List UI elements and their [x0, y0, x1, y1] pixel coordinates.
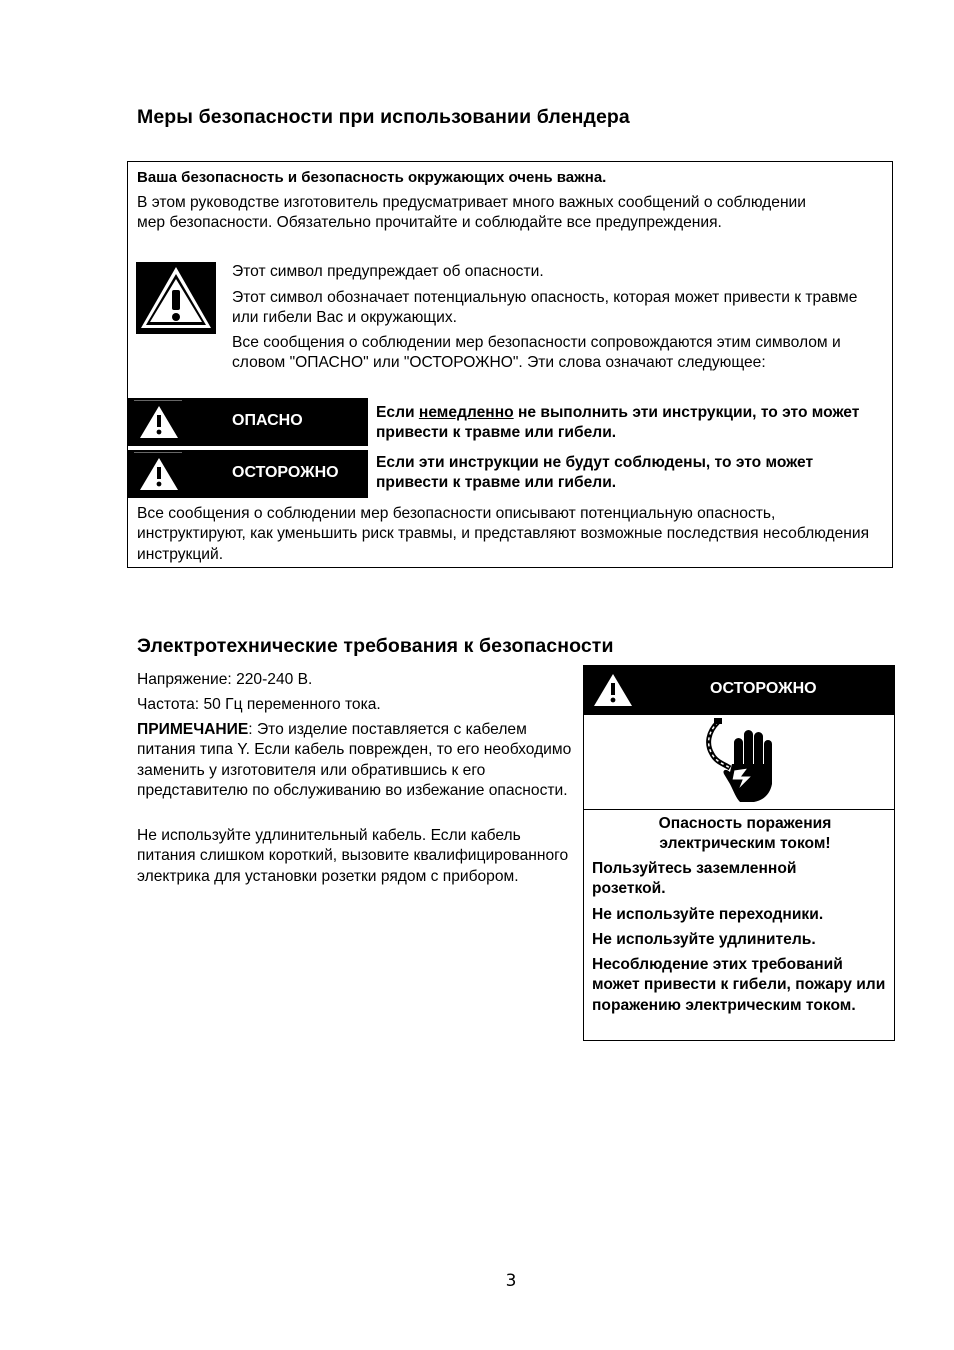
caution-line-3: Не используйте удлинитель.	[592, 931, 816, 948]
caution-label: ОСТОРОЖНО	[710, 680, 817, 697]
note-text: ПРИМЕЧАНИЕ: Это изделие поставляется с кабелем питания типа Y. Если кабель поврежден, то его необходимо заменить у изготовителя или обратившись к его представителю по обслуживанию во избежание опасности.	[137, 721, 572, 799]
warning-triangle-icon	[138, 456, 180, 492]
page-number: 3	[505, 1271, 517, 1291]
safety-info-box	[127, 161, 893, 568]
warning-description: Если эти инструкции не будут соблюдены, то это может привести к травме или гибели.	[376, 454, 814, 492]
symbol-text-1: Этот символ предупреждает об опасности.	[232, 263, 544, 280]
shock-hazard-title: Опасность поражения электрическим током!	[658, 815, 832, 853]
intro-text: В этом руководстве изготовитель предусматривает много важных сообщений о соблюдении мер безопасности. Обязательно прочитайте и соблюдайте все предупреждения.	[137, 194, 806, 232]
warning-triangle-icon	[138, 404, 180, 440]
symbol-text-3: Все сообщения о соблюдении мер безопасности сопровождаются этим символом и словом "ОПАСНО" или "ОСТОРОЖНО". Эти слова означают следующее:	[232, 334, 841, 372]
frequency-text: Частота: 50 Гц переменного тока.	[137, 696, 381, 713]
caution-line-4: Несоблюдение этих требований может привести к гибели, пожару или поражению электрическим током.	[592, 956, 886, 1014]
danger-bar	[128, 398, 368, 446]
warning-triangle-icon	[136, 262, 216, 334]
voltage-text: Напряжение: 220-240 В.	[137, 671, 313, 688]
danger-label: ОПАСНО	[232, 412, 303, 429]
warning-bar	[128, 450, 368, 498]
electric-shock-hand-icon	[704, 718, 784, 804]
section-title-electrical: Электротехнические требования к безопасности	[137, 635, 614, 657]
importance-heading: Ваша безопасность и безопасность окружающих очень важна.	[137, 169, 607, 186]
warning-triangle-icon	[592, 672, 634, 708]
caution-line-2: Не используйте переходники.	[592, 906, 824, 923]
caution-header	[584, 666, 894, 715]
caution-box	[583, 665, 895, 1041]
divider	[584, 809, 894, 810]
caution-line-1: Пользуйтесь заземленной розеткой.	[592, 860, 797, 898]
footer-text: Все сообщения о соблюдении мер безопасности описывают потенциальную опасность, инструктируют, как уменьшить риск травмы, и представляют возможные последствия несоблюдения инструкций.	[137, 505, 870, 563]
extension-text: Не используйте удлинительный кабель. Если кабель питания слишком короткий, вызовите квалифицированного электрика для установки розетки рядом с прибором.	[137, 827, 569, 885]
symbol-text-2: Этот символ обозначает потенциальную опасность, которая может привести к травме или гибели Вас и окружающих.	[232, 289, 858, 327]
warning-label: ОСТОРОЖНО	[232, 464, 339, 481]
danger-description: Если немедленно не выполнить эти инструкции, то это может привести к травме или гибели.	[376, 404, 860, 442]
section-title-blender-safety: Меры безопасности при использовании блендера	[137, 106, 630, 128]
